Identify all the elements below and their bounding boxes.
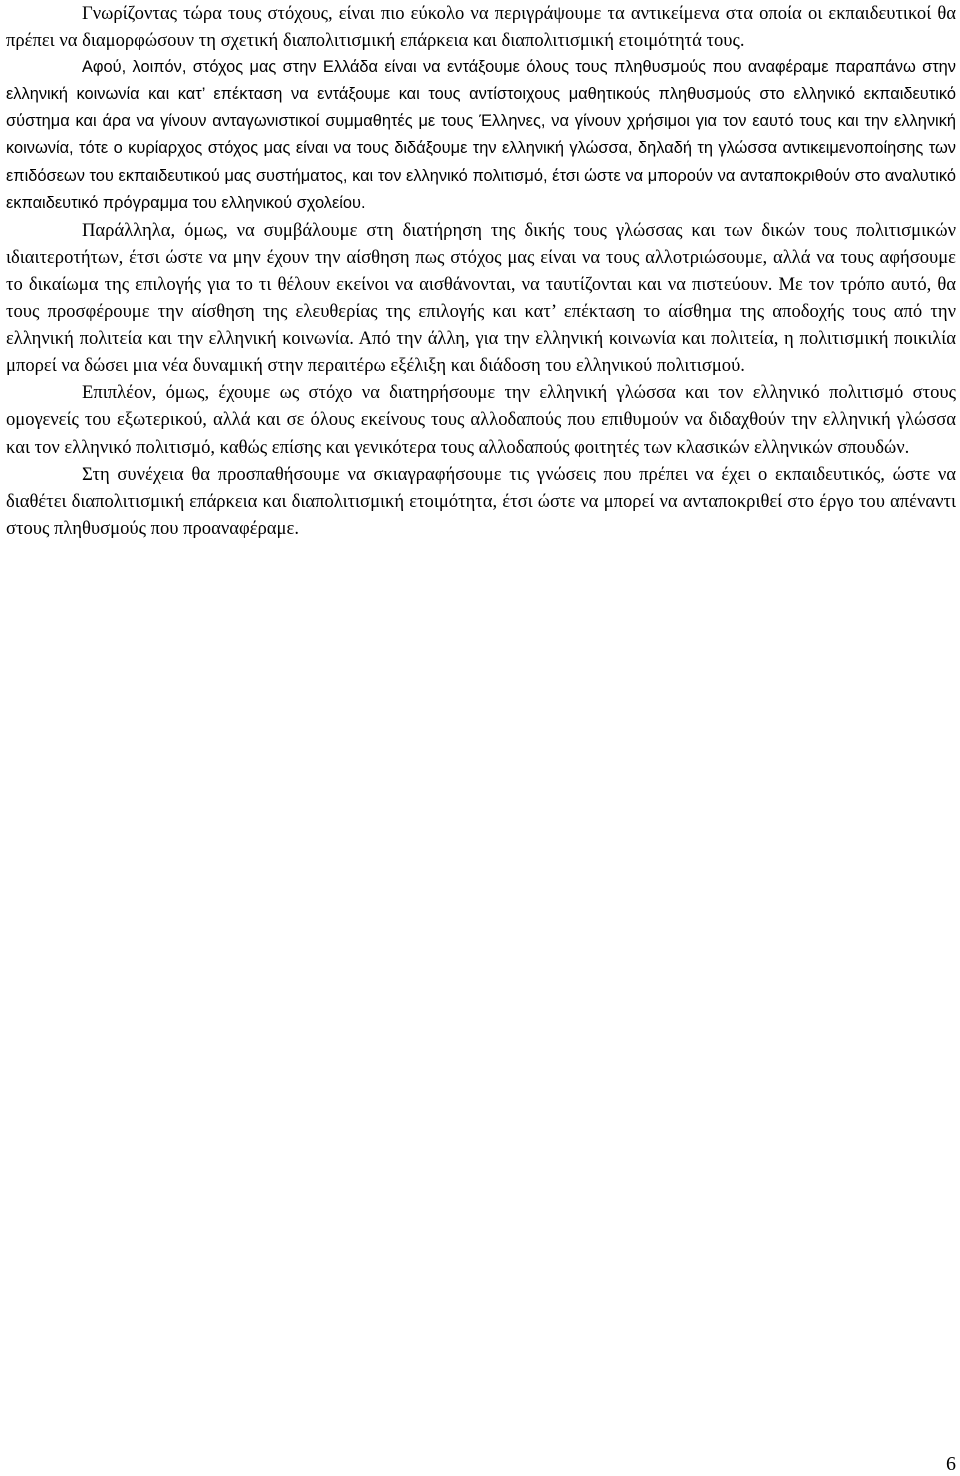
paragraph-3: Παράλληλα, όμως, να συμβάλουμε στη διατήρηση της δικής τους γλώσσας και των δικών τους πολιτισμικών ιδιαιτεροτήτων, έτσι ώστε να μην έχουν την αίσθηση πως στόχος μας είναι να τους αλλοτριώσουμε, αλλά να τους αφήσουμε το δικαίωμα της επιλογής για το τι θέλουν εκείνοι να αισθάνονται, να ταυτίζονται και να πιστεύουν. Με τον τρόπο αυτό, θα τους προσφέρουμε την αίσθηση της ελευθερίας της επιλογής και κατ’ επέκταση το αίσθημα της αποδοχής τους από την ελληνική πολιτεία και την ελληνική κοινωνία. Από την άλλη, για την ελληνική κοινωνία και πολιτεία, η πολιτισμική ποικιλία μπορεί να δώσει μια νέα δυναμική στην περαιτέρω εξέλιξη και διάδοση του ελληνικού πολιτισμού. xyxy=(6,219,956,377)
paragraph-4: Επιπλέον, όμως, έχουμε ως στόχο να διατηρήσουμε την ελληνική γλώσσα και τον ελληνικό πολιτισμό στους ομογενείς του εξωτερικού, αλλά και σε όλους εκείνους τους αλλοδαπούς που επιθυμούν να διδαχθούν την ελληνική γλώσσα και τον ελληνικό πολιτισμό, καθώς επίσης και γενικότερα τους αλλοδαπούς φοιτητές των κλασικών ελληνικών σπουδών. xyxy=(6,382,956,458)
body-text xyxy=(6,0,956,542)
page-number: 6 xyxy=(946,1453,956,1475)
paragraph-5: Στη συνέχεια θα προσπαθήσουμε να σκιαγραφήσουμε τις γνώσεις που πρέπει να έχει ο εκπαιδευτικός, ώστε να διαθέτει διαπολιτισμική επάρκεια και διαπολιτισμική ετοιμότητα, έτσι ώστε να μπορεί να ανταποκριθεί στο έργο του απέναντι στους πληθυσμούς που προαναφέραμε. xyxy=(6,463,956,539)
paragraph-2: Αφού, λοιπόν, στόχος μας στην Ελλάδα είναι να εντάξουμε όλους τους πληθυσμούς που αναφέραμε παραπάνω στην ελληνική κοινωνία και κατ’ επέκταση να εντάξουμε και τους αντίστοιχους μαθητικούς πληθυσμούς στο ελληνικό εκπαιδευτικό σύστημα και άρα να γίνουν ανταγωνιστικοί συμμαθητές με τους Έλληνες, να γίνουν χρήσιμοι για τον εαυτό τους και την ελληνική κοινωνία, τότε ο κυρίαρχος στόχος μας είναι να τους διδάξουμε την ελληνική γλώσσα, δηλαδή τη γλώσσα αντικειμενοποίησης των επιδόσεων του εκπαιδευτικού μας συστήματος, και τον ελληνικό πολιτισμό, έτσι ώστε να μπορούν να ανταποκριθούν στο αναλυτικό εκπαιδευτικό πρόγραμμα του ελληνικού σχολείου. xyxy=(6,58,956,212)
paragraph-1: Γνωρίζοντας τώρα τους στόχους, είναι πιο εύκολο να περιγράψουμε τα αντικείμενα στα οποία οι εκπαιδευτικοί θα πρέπει να διαμορφώσουν τη σχετική διαπολιτισμική επάρκεια και διαπολιτισμική ετοιμότητά τους. xyxy=(6,3,956,52)
